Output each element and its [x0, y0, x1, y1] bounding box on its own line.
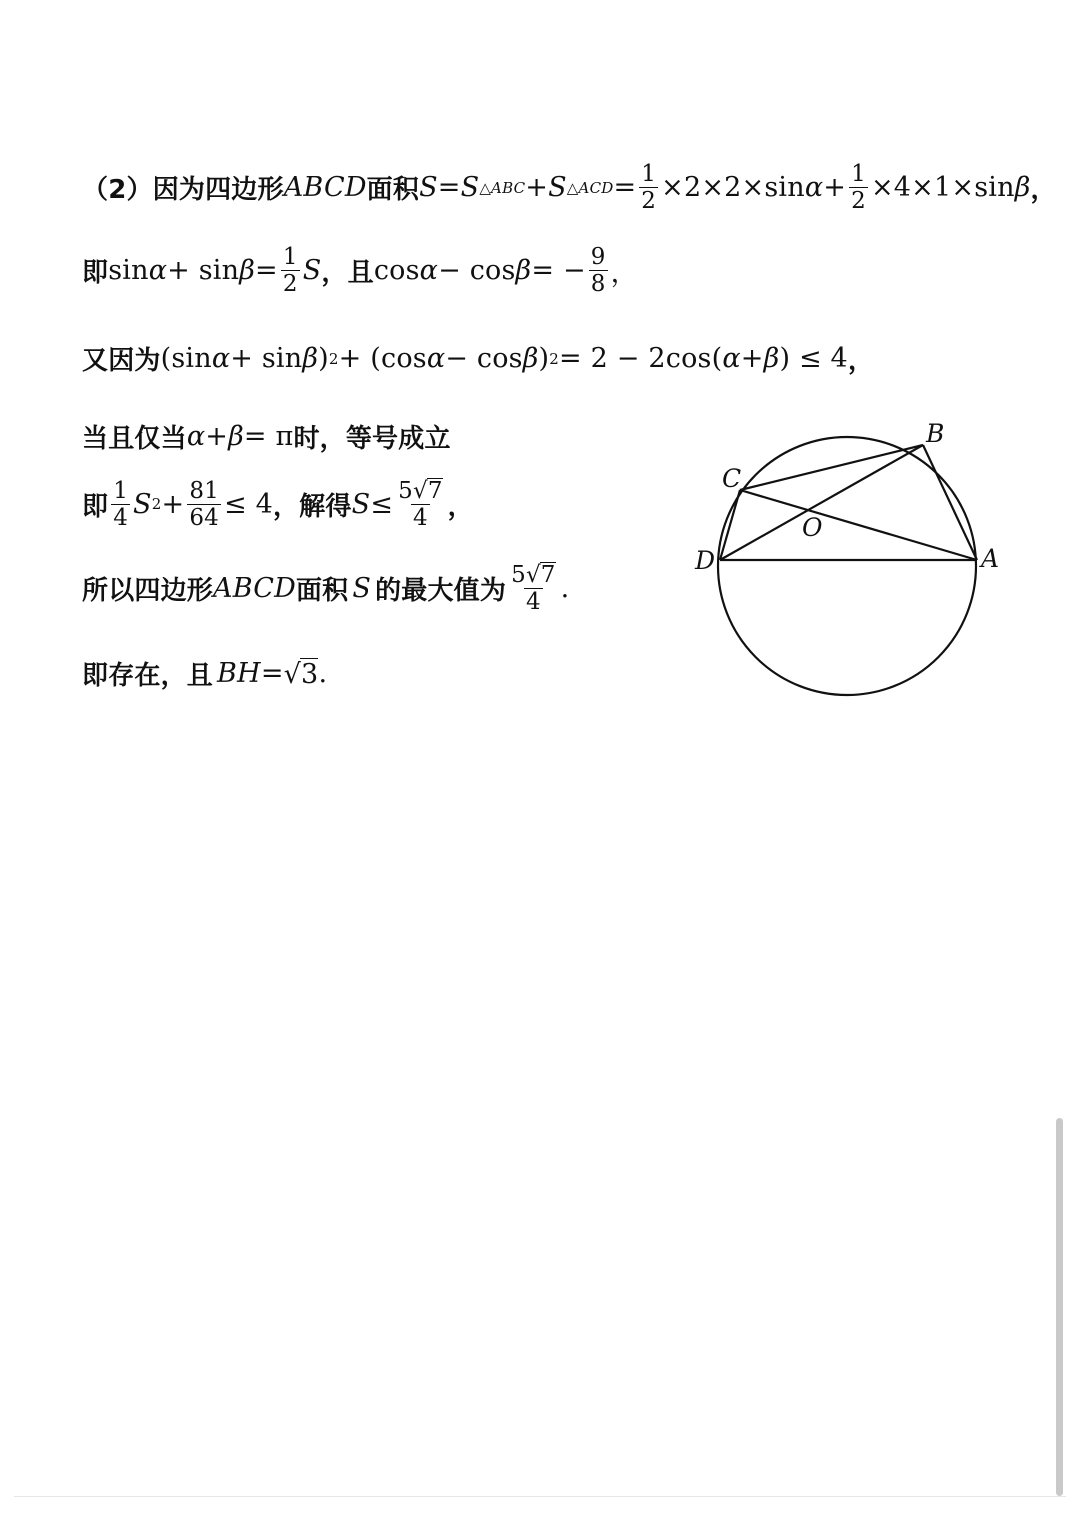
math-op: ≤	[370, 488, 394, 520]
math-var: α	[186, 421, 206, 452]
math-term: ×2×2×sin	[661, 172, 805, 204]
fraction	[111, 479, 130, 530]
math-var: S	[133, 488, 152, 520]
math-term: ) ≤ 4	[779, 343, 848, 374]
math-var: S	[460, 172, 480, 204]
fraction	[187, 479, 221, 530]
math-op: = −	[531, 255, 586, 287]
math-var: S	[352, 572, 372, 604]
numerator: 9	[590, 244, 606, 270]
radicand: 7	[540, 562, 556, 588]
math-var: α	[804, 172, 824, 204]
segment-name: BH	[217, 658, 261, 689]
denominator: 8	[590, 271, 606, 298]
math-var: β	[1014, 172, 1031, 204]
solution-line-3	[82, 340, 874, 377]
geometry-diagram	[690, 415, 1020, 705]
math-var: S	[302, 255, 322, 287]
solution-line-6	[82, 562, 569, 614]
punctuation: .	[318, 658, 328, 689]
punctuation: ，	[847, 346, 875, 376]
text: 又因为	[82, 346, 161, 376]
numerator: 5√7	[511, 562, 556, 588]
punctuation: ，	[321, 258, 348, 289]
math-var: β	[228, 421, 244, 452]
fraction	[281, 245, 300, 296]
segment-bc	[740, 445, 923, 490]
numerator: 5√7	[398, 478, 443, 504]
text: ，解得	[272, 491, 352, 522]
numerator: 1	[641, 161, 657, 187]
math-exponent: 2	[151, 495, 162, 514]
sqrt-expression: √3	[283, 658, 319, 690]
label-o: O	[802, 513, 823, 542]
quadrilateral-name: ABCD	[213, 572, 296, 604]
quadrilateral-name: ABCD	[283, 172, 367, 204]
denominator: 2	[851, 188, 866, 215]
denominator: 2	[641, 188, 657, 215]
fraction	[509, 562, 558, 614]
text: 即	[82, 258, 109, 289]
text: 的最大值为	[375, 575, 507, 606]
fraction	[849, 162, 868, 213]
numerator: 1	[113, 477, 129, 504]
math-var: β	[515, 255, 532, 287]
math-op: +	[205, 421, 229, 452]
numerator: 81	[189, 477, 219, 504]
math-var: α	[722, 343, 741, 374]
radicand: 7	[427, 478, 443, 504]
math-term: + sin	[167, 255, 240, 287]
math-term: (sin	[160, 343, 212, 374]
math-var: β	[522, 343, 539, 374]
punctuation: .	[560, 572, 570, 604]
punctuation: ，	[1030, 175, 1057, 206]
math-term: )	[318, 343, 329, 374]
math-op: +	[823, 172, 847, 204]
math-var: S	[351, 488, 371, 520]
numerator: 1	[851, 161, 866, 187]
punctuation: ，	[610, 258, 638, 290]
math-op: +	[161, 488, 185, 520]
solution-line-4	[82, 418, 451, 455]
segment-ab	[923, 445, 977, 560]
text: 时，等号成立	[293, 424, 451, 454]
part-label: （2）	[82, 175, 153, 206]
denominator: 4	[525, 589, 541, 616]
text: 且	[347, 258, 374, 289]
text: 面积	[366, 175, 420, 206]
fraction	[639, 162, 658, 213]
math-term: = π	[243, 421, 294, 452]
math-var: S	[419, 172, 438, 204]
text: 面积	[295, 575, 349, 606]
math-term: + sin	[230, 343, 303, 374]
label-a: A	[981, 544, 1000, 573]
page-bottom-divider	[14, 1496, 1066, 1497]
math-term: ×4×1×sin	[870, 172, 1015, 204]
fraction	[396, 478, 445, 530]
math-exponent: 2	[328, 349, 339, 368]
text: 所以四边形	[82, 575, 214, 606]
denominator: 64	[189, 504, 219, 531]
label-d: D	[695, 546, 716, 575]
solution-line-5	[82, 478, 474, 530]
text: 当且仅当	[82, 424, 187, 454]
text: 因为四边形	[152, 175, 284, 206]
math-var: β	[302, 343, 319, 374]
label-b: B	[926, 419, 945, 448]
math-op: =	[613, 172, 637, 204]
math-var: α	[211, 343, 231, 374]
solution-line-2	[82, 245, 638, 296]
fraction	[589, 245, 608, 296]
numerator: 1	[282, 244, 298, 270]
math-term: − cos	[445, 343, 523, 374]
math-op: =	[260, 658, 284, 689]
math-subscript: △ACD	[566, 178, 614, 197]
punctuation: ，	[447, 491, 474, 522]
math-term: )	[538, 343, 550, 374]
math-var: β	[763, 343, 780, 374]
math-func: sin	[108, 255, 149, 287]
math-term: ≤ 4	[224, 488, 273, 520]
solution-line-7	[82, 655, 327, 692]
math-func: cos	[373, 255, 420, 287]
math-var: S	[548, 172, 567, 204]
label-c: C	[722, 464, 742, 493]
denominator: 4	[113, 504, 129, 531]
denominator: 2	[282, 271, 298, 298]
denominator: 4	[412, 505, 428, 532]
math-exponent: 2	[549, 349, 560, 368]
vertical-scrollbar[interactable]	[1056, 1118, 1063, 1496]
math-op: =	[255, 255, 278, 287]
diagonal-ca	[740, 490, 977, 560]
math-var: α	[426, 343, 446, 374]
math-term: + (cos	[338, 343, 427, 374]
math-var: α	[148, 255, 168, 287]
math-op: =	[437, 172, 461, 204]
radicand: 3	[301, 658, 319, 690]
solution-line-1	[82, 162, 1057, 213]
diagonal-db	[720, 445, 923, 560]
math-subscript: △ABC	[479, 178, 526, 197]
coefficient: 5	[511, 562, 526, 588]
math-op: +	[525, 172, 549, 204]
math-var: α	[419, 255, 439, 287]
math-var: β	[239, 255, 256, 287]
text: 即	[82, 491, 109, 522]
math-term: = 2 − 2cos(	[559, 343, 723, 374]
math-term: − cos	[438, 255, 516, 287]
math-op: +	[740, 343, 764, 374]
text: 即存在，且	[82, 661, 214, 691]
coefficient: 5	[398, 478, 413, 504]
